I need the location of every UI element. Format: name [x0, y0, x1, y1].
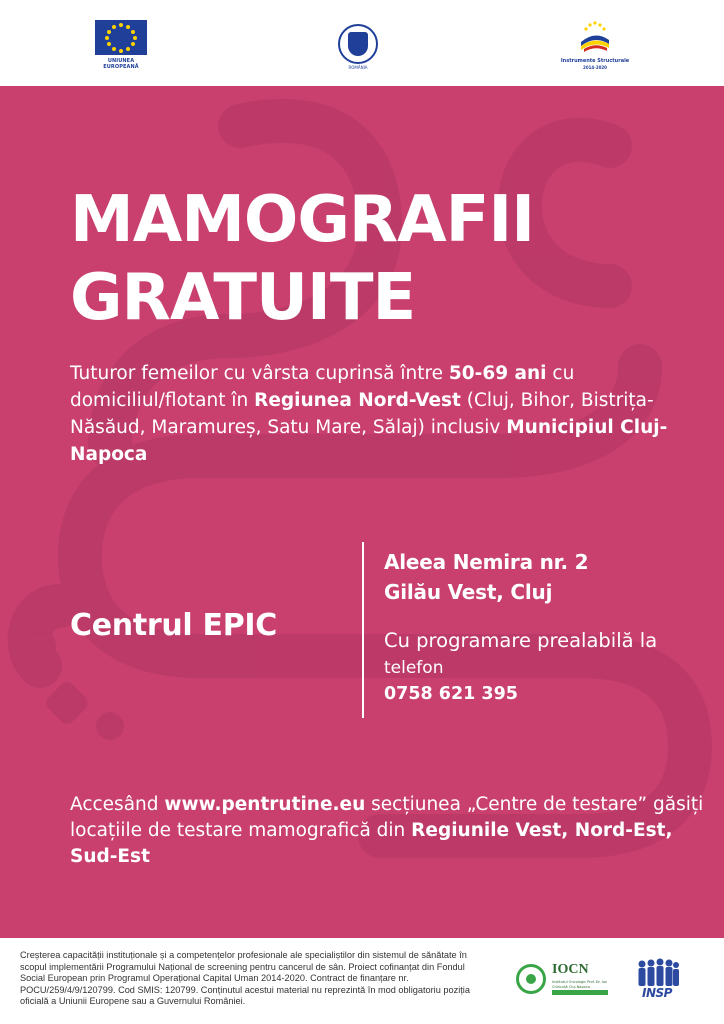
gov-label: ROMÂNIA — [348, 65, 368, 70]
iocn-emblem-icon — [516, 964, 546, 994]
headline-line-2: GRATUITE — [70, 261, 416, 335]
structural-instruments-icon — [578, 20, 612, 52]
region-name: Regiunea Nord-Vest — [254, 390, 461, 411]
headline-line-1: MAMOGRAFII — [70, 183, 534, 257]
iocn-title: IOCN — [552, 962, 589, 977]
phone-number[interactable]: 0758 621 395 — [384, 684, 518, 704]
eu-logo — [92, 20, 150, 68]
eu-label: UNIUNEA EUROPEANĂ — [103, 58, 139, 70]
age-range: 50-69 ani — [448, 363, 547, 384]
address-line-1: Aleea Nemira nr. 2 — [384, 550, 589, 574]
iocn-accent-bar — [552, 990, 608, 995]
iocn-logo — [516, 960, 616, 1004]
website-info-text: Accesând www.pentrutine.eu secțiunea „Centre de testare” găsiți locațiile de testare mamografică din Regiunile Vest, Nord-Est, Sud-Est — [70, 794, 704, 867]
centre-name: Centrul EPIC — [70, 608, 278, 643]
footer — [0, 938, 724, 1024]
appointment-text: Cu programare prealabilă la telefon — [384, 629, 658, 678]
people-group-icon — [634, 958, 680, 986]
logo-header — [0, 0, 724, 86]
is-period: 2014-2020 — [583, 65, 607, 70]
insp-label: INSP — [642, 986, 672, 1000]
eligibility-text: Tuturor femeilor cu vârsta cuprinsă între 50-69 ani cu domiciliul/flotant în Regiunea Nord-Vest (Cluj, Bihor, Bistrița-Năsăud, Maramureș, Satu Mare, Sălaj) inclusiv Municipiul Cluj-Napoca — [70, 363, 668, 465]
coat-of-arms-icon — [348, 32, 368, 56]
is-label: Instrumente Structurale — [560, 58, 630, 64]
structural-instruments-logo — [560, 20, 630, 72]
website-link[interactable]: www.pentrutine.eu — [164, 794, 366, 815]
insp-logo — [634, 958, 680, 1004]
address-line-2: Gilău Vest, Cluj — [384, 580, 553, 604]
romanian-government-logo — [334, 24, 382, 68]
municipality-name: Municipiul Cluj-Napoca — [70, 417, 668, 465]
regions-list: Regiunile Vest, Nord-Est, Sud-Est — [70, 820, 673, 867]
poster-panel — [0, 86, 724, 938]
iocn-subtitle: Institutul Oncologic Prof. Dr. Ion Chiricuță Cluj-Napoca — [552, 980, 608, 989]
funding-disclaimer: Creșterea capacității instituționale și a competențelor profesionale ale specialiștilor din sistemul de sănătate în scopul implementării Programului Național de screening pentru cancerul de sân. Proiect cofinanțat din Fondul Social European prin Programul Operațional Capital Uman 2014-2020. Contract de finanțare nr. POCU/259/4/9/120799. Cod SMIS: 120799. Conținutul acestui material nu reprezintă în mod obligatoriu poziția oficială a Uniunii Europene sau a Guvernului României. — [20, 950, 470, 1007]
vertical-divider — [362, 542, 364, 718]
eu-flag-icon — [95, 20, 147, 55]
